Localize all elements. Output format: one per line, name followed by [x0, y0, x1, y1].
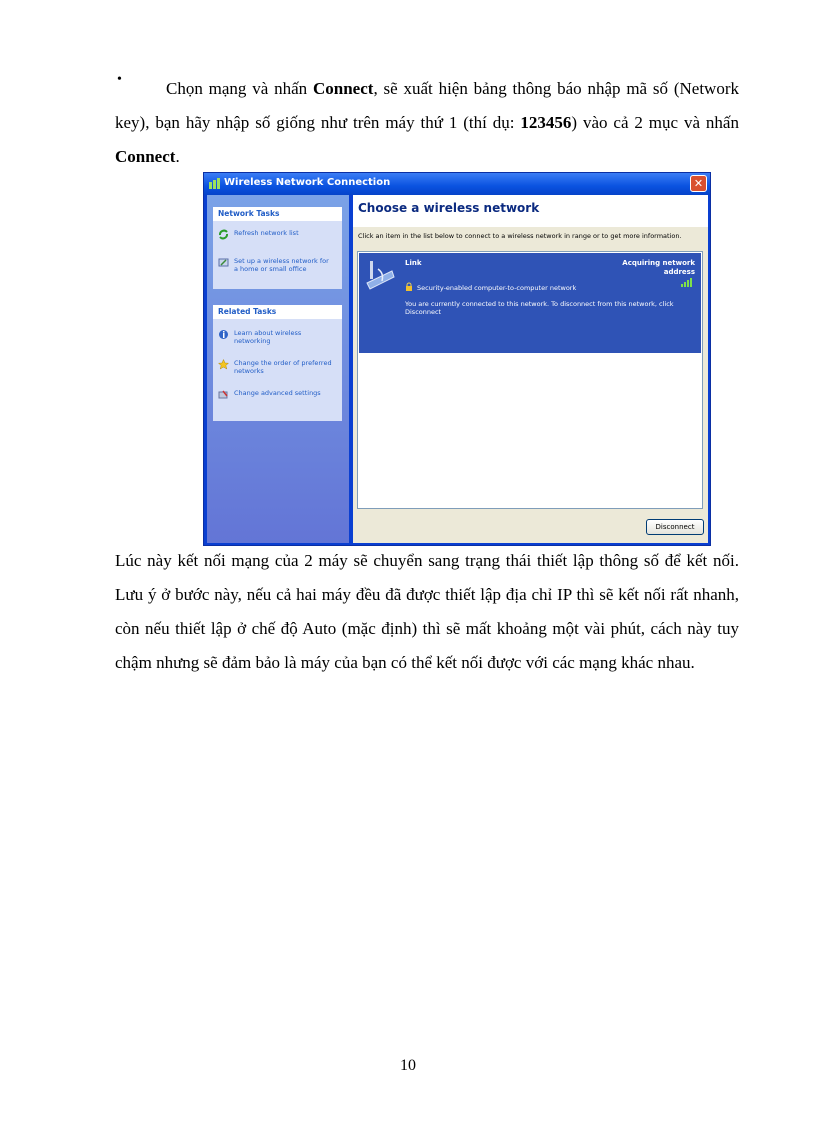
refresh-icon	[218, 229, 229, 240]
p1-text-1: Chọn mạng và nhấn	[166, 79, 313, 98]
main-header	[353, 195, 708, 227]
network-item-link[interactable]	[359, 253, 701, 353]
main-heading: Choose a wireless network	[358, 201, 540, 215]
related-tasks-panel	[213, 305, 342, 421]
change-order-label: Change the order of preferred networks	[234, 359, 332, 375]
learn-label: Learn about wireless networking	[234, 329, 302, 345]
instruction-text: Click an item in the list below to connect to a wireless network in range or to get more information.	[358, 232, 682, 240]
title-bar	[204, 173, 710, 195]
disconnect-button[interactable]: Disconnect	[646, 519, 704, 535]
paragraph-1	[115, 72, 739, 174]
network-tasks-panel	[213, 207, 342, 289]
signal-strength-icon	[681, 277, 695, 287]
p1-connect-bold: Connect	[312, 79, 374, 98]
p1-text-2: , sẽ xuất hiện bảng thông báo nhập mã số (Network key), bạn hãy nhập số giống như trên máy thứ 1 (thí dụ:	[115, 79, 739, 132]
network-status: Acquiring network address	[622, 259, 695, 276]
info-icon	[218, 329, 229, 340]
refresh-label: Refresh network list	[234, 229, 299, 237]
connected-message: You are currently connected to this network. To disconnect from this network, click Disconnect	[405, 300, 674, 316]
setup-label: Set up a wireless network for a home or small office	[234, 257, 329, 273]
lock-icon	[405, 282, 413, 292]
wireless-window-screenshot	[203, 172, 711, 546]
p1-connect-bold-2: Connect	[115, 147, 176, 166]
star-icon	[218, 359, 229, 370]
related-tasks-header: Related Tasks	[213, 305, 342, 319]
window-title: Wireless Network Connection	[224, 177, 391, 188]
wireless-icon	[208, 177, 222, 190]
settings-icon	[218, 389, 229, 400]
bullet: •	[117, 72, 122, 87]
advanced-label: Change advanced settings	[234, 389, 321, 397]
setup-network-icon	[218, 257, 229, 268]
p1-text-4: .	[175, 147, 180, 166]
network-list	[357, 251, 703, 509]
paragraph-2: Lúc này kết nối mạng của 2 máy sẽ chuyển sang trạng thái thiết lập thông số để kết nối. Lưu ý ở bước này, nếu cả hai máy đều đã được thiết lập địa chỉ IP thì sẽ kết nối rất nhanh, còn nếu thiết lập ở chế độ Auto (mặc định) thì sẽ mất khoảng một vài phút, cách này tuy chậm nhưng sẽ đảm bảo là máy của bạn có thể kết nối được với các mạng khác nhau.	[115, 551, 739, 672]
p1-key-bold: 123456	[520, 113, 572, 132]
p1-text-3: ) vào cả 2 mục và nhấn	[571, 113, 739, 132]
main-pane	[353, 195, 708, 543]
wireless-antenna-icon	[364, 257, 396, 293]
task-sidebar	[207, 195, 349, 543]
network-name: Link	[405, 259, 422, 267]
page-number: 10	[400, 1057, 416, 1074]
network-tasks-header: Network Tasks	[213, 207, 342, 221]
close-button[interactable]: ✕	[690, 175, 707, 192]
security-text: Security-enabled computer-to-computer network	[417, 284, 577, 292]
